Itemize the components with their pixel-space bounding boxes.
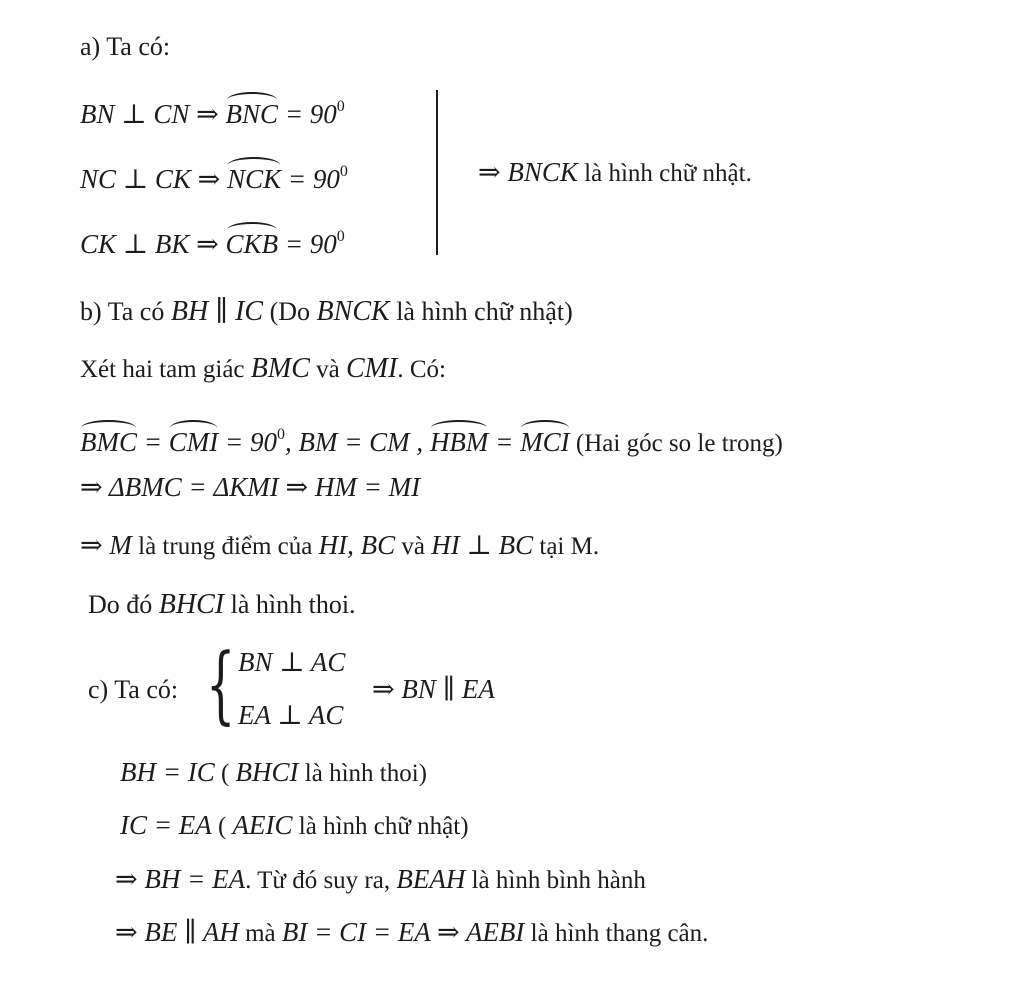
- part-a-line-3: CK ⊥ BK ⇒ CKB = $90^0$: [80, 228, 345, 259]
- part-b-line-5: ⇒ M là trung điểm của HI, BC và HI ⊥ BC tại M.: [80, 530, 600, 560]
- part-b-line-1: b) Ta có BH ∥ IC (Do BNCK là hình chữ nhật): [80, 296, 573, 327]
- part-b-line-2: Xét hai tam giác BMC và CMI. Có:: [80, 353, 446, 384]
- angle-mark: HBM: [429, 427, 489, 457]
- part-b-line-6: Do đó BHCI là hình thoi.: [88, 589, 356, 620]
- angle-mark: CKB: [225, 229, 279, 259]
- part-b-line-3: BMC = CMI = $90^0$, BM = CM , HBM = MCI (Hai góc so le trong): [80, 426, 783, 457]
- part-a-heading: a) Ta có:: [80, 32, 171, 61]
- system-eq-2: EA ⊥ AC: [238, 700, 344, 730]
- part-a-line-1: BN ⊥ CN ⇒ BNC = $90^0$: [80, 98, 345, 129]
- part-c-line-1: BH = IC ( BHCI là hình thoi): [120, 757, 428, 787]
- part-c-line-4: ⇒ BE ∥ AH mà BI = CI = EA ⇒ AEBI là hình thang cân.: [115, 917, 709, 947]
- left-brace: {: [206, 635, 236, 733]
- part-b-line-4: ⇒ ΔBMC = ΔKMI ⇒ HM = MI: [80, 472, 421, 502]
- system-bar: [436, 90, 438, 255]
- part-c-heading: c) Ta có:: [88, 675, 179, 704]
- angle-mark: CMI: [168, 427, 219, 457]
- part-a-conclusion: ⇒ BNCK là hình chữ nhật.: [478, 157, 752, 187]
- system-result: ⇒ BN ∥ EA: [372, 674, 495, 704]
- angle-mark: MCI: [520, 427, 570, 457]
- angle-mark: BMC: [80, 427, 137, 457]
- part-c-line-2: IC = EA ( AEIC là hình chữ nhật): [120, 810, 469, 840]
- angle-mark: BNC: [225, 99, 279, 129]
- angle-mark: NCK: [227, 164, 282, 194]
- part-c-line-3: ⇒ BH = EA. Từ đó suy ra, BEAH là hình bình hành: [115, 864, 646, 894]
- part-a-line-2: NC ⊥ CK ⇒ NCK = $90^0$: [80, 163, 348, 194]
- system-eq-1: BN ⊥ AC: [238, 647, 346, 677]
